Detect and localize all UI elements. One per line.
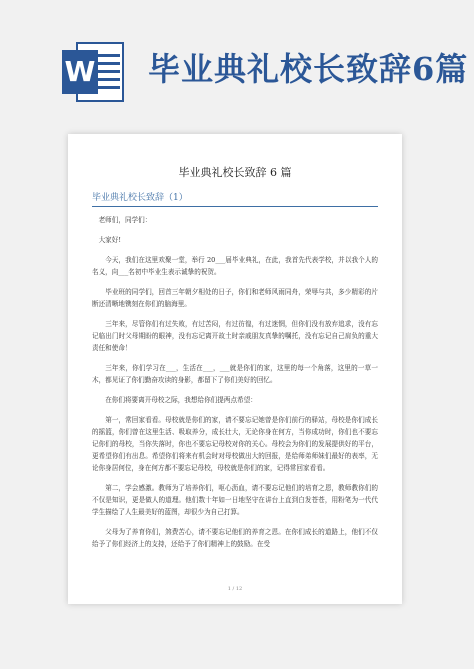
- page-number: 1 / 12: [227, 586, 243, 592]
- paragraph: 三年来，你们学习在___，生活在___，___就是你们的家，这里的每一个角落，这里的一草一木，都见证了你们勤奋攻读的身影，都留下了你们美好的回忆。: [92, 364, 378, 384]
- paragraph: 父母为了养育你们，煞费苦心，请不要忘记他们的养育之恩。在你们成长的道路上，他们不仅给予了你们经济上的支持，还给予了你们精神上的鼓励。在受: [92, 528, 378, 548]
- banner: [0, 0, 474, 120]
- paragraph: 毕业班的同学们，回首三年朝夕相处的日子，你们和老师风雨同舟，荣辱与共，多少精彩的片断还清晰地镌刻在你们的脑海里。: [92, 288, 378, 308]
- paragraph: 在你们将要离开母校之际，我想给你们提两点希望：: [105, 396, 257, 404]
- document-page[interactable]: [68, 134, 402, 604]
- banner-title: 毕业典礼校长致辞6篇: [148, 50, 468, 88]
- paragraph: 老师们，同学们：: [98, 216, 152, 224]
- word-document-icon: [62, 42, 126, 104]
- paragraph: 第一，常回家看看。母校就是你们的家，请不要忘记她曾是你们前行的驿站，母校是你们成长的摇篮，你们曾在这里生活、吸取养分，成长壮大，无论你身在何方，当你成功时，你们也不要忘记你们的母校，当你失落时，你也不要忘记母校对你的关心。母校会为你们的发展提供好的平台，更希望你们有出息。希望你们将来有机会时对母校做出大的回报，是给师弟师妹们最好的表率，无论你身居何位，身在何方都不要忘记母校，母校就是你们的家，记得常回家看看。: [92, 416, 378, 472]
- paragraph: 三年来，尽管你们有过失败，有过苦闷，有过彷徨，有过迷惘，但你们没有放弃追求，没有忘记临出门时父母期盼的眼神，没有忘记离开故土时亲戚朋友真挚的嘱托，没有忘记自己肩负的重大责任和使命！: [92, 320, 378, 352]
- word-logo-letter: W: [62, 50, 98, 94]
- paragraph: 今天，我们在这里欢聚一堂，举行 20___届毕业典礼，在此，我首先代表学校，并以我个人的名义，向___名初中毕业生表示诚挚的祝贺。: [92, 256, 378, 276]
- document-title: 毕业典礼校长致辞 6 篇: [178, 166, 292, 179]
- section-heading: 毕业典礼校长致辞（1）: [92, 190, 378, 207]
- paragraph: 第二，学会感激。教师为了培养你们，呕心沥血，请不要忘记他们的培育之恩，教师教你们的不仅是知识，更是做人的道理。他们数十年如一日地坚守在讲台上直到白发苍苍，用粉笔为一代代学生描绘了人生最美好的蓝图，却很少为自己打算。: [92, 484, 378, 516]
- document-body: [92, 214, 378, 558]
- paragraph: 大家好!: [98, 236, 122, 244]
